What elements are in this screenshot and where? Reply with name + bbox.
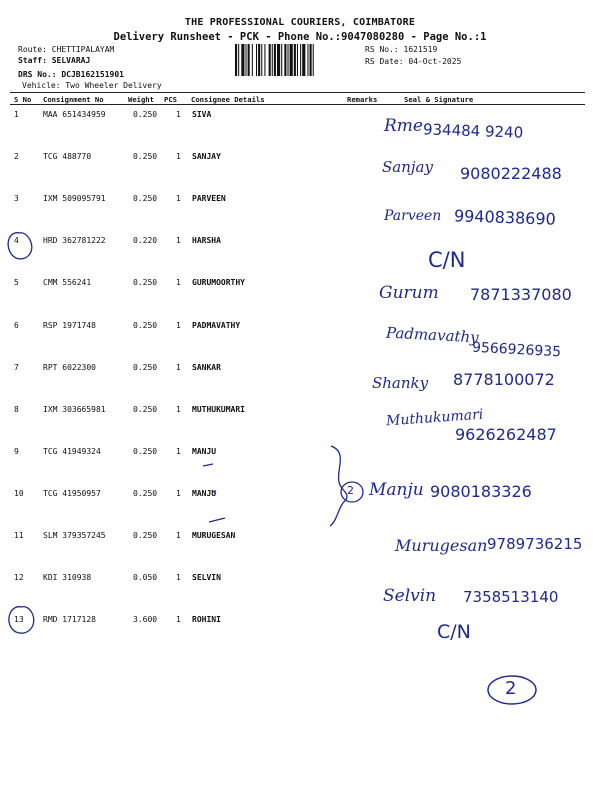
row-consignee: MANJU: [192, 446, 217, 456]
row-pcs: 1: [176, 278, 181, 288]
row-weight: 3.600: [133, 615, 158, 625]
row-consignment: SLM 379357245: [43, 531, 106, 540]
row-consignee: SANJAY: [192, 152, 221, 162]
rs-no-label: RS No.:: [365, 45, 399, 54]
cn-mark-1: C/N: [428, 248, 466, 272]
row-consignment: RPT 6022300: [43, 362, 96, 372]
company-title: THE PROFESSIONAL COURIERS, COIMBATORE: [184, 17, 416, 28]
row-consignee: MUTHUKUMARI: [192, 404, 245, 414]
row-pcs: 1: [176, 488, 181, 498]
vehicle-label: Vehicle:: [22, 81, 61, 90]
row-weight: 0.250: [133, 488, 158, 498]
row-weight: 0.250: [133, 446, 158, 456]
row-sno: 11: [14, 531, 24, 540]
row-pcs: 1: [176, 110, 181, 119]
row-consignee: MANJU: [192, 488, 217, 498]
rs-date-label: RS Date:: [365, 57, 404, 66]
phone-1: 934484 9240: [422, 120, 524, 142]
phone-11: 9789736215: [487, 535, 583, 553]
row-consignment: IXM 303665981: [43, 404, 106, 414]
signature-1: Rme: [384, 116, 423, 136]
row-sno: 1: [14, 110, 19, 119]
phone-10: 9080183326: [430, 482, 532, 501]
row-sno: 12: [14, 573, 24, 583]
row-weight: 0.250: [133, 194, 158, 204]
circle-row-4-mark: [8, 233, 32, 259]
row-sno: 7: [14, 362, 19, 372]
row-pcs: 1: [176, 194, 181, 204]
cn-mark-2: C/N: [437, 621, 471, 643]
row-sno: 5: [14, 278, 19, 288]
row-sno: 3: [14, 194, 19, 204]
signature-3: Parveen: [384, 208, 442, 224]
row-consignment: TCG 488770: [43, 152, 92, 162]
phone-12: 7358513140: [463, 588, 559, 606]
row-consignment: MAA 651434959: [43, 110, 106, 119]
row-pcs: 1: [176, 152, 181, 162]
row-weight: 0.250: [133, 278, 158, 288]
row-consignment: TCG 41950957: [43, 488, 101, 498]
row-consignee: SIVA: [192, 110, 212, 119]
signature-6: Padmavathy: [385, 323, 480, 347]
brace-mark: [330, 446, 347, 526]
row-pcs: 1: [176, 320, 181, 330]
phone-5: 7871337080: [470, 285, 572, 304]
drs-label: DRS No.:: [18, 70, 57, 79]
drs-value: DCJB162151901: [61, 70, 124, 79]
row-weight: 0.250: [133, 404, 158, 414]
row-pcs: 1: [176, 615, 181, 625]
rs-no-value: 1621519: [403, 45, 438, 54]
row-weight: 0.250: [133, 320, 158, 330]
signature-8: Muthukumari: [385, 406, 484, 430]
row-sno: 4: [14, 236, 19, 246]
staff-label: Staff:: [18, 56, 47, 65]
row-weight: 0.250: [133, 362, 158, 372]
row-consignee: MURUGESAN: [192, 531, 236, 540]
phone-3: 9940838690: [453, 206, 557, 229]
row-pcs: 1: [176, 446, 181, 456]
tick-mark-c: [209, 518, 225, 522]
row-consignment: RSP 1971748: [43, 320, 96, 330]
row-consignment: IXM 509095791: [43, 194, 106, 204]
row-pcs: 1: [176, 573, 181, 583]
runsheet-subtitle: Delivery Runsheet - PCK - Phone No.:9047080280 - Page No.:1: [113, 31, 487, 43]
signature-2: Sanjay: [382, 158, 433, 176]
tick-mark-a: [203, 464, 213, 466]
row-consignee: SANKAR: [192, 362, 221, 372]
row-consignee: HARSHA: [192, 236, 221, 246]
vehicle-value: Two Wheeler Delivery: [65, 81, 162, 90]
tick-mark-b: [212, 490, 216, 494]
rs-date-value: 04-Oct-2025: [408, 57, 462, 66]
row-consignee: PARVEEN: [192, 194, 226, 204]
row-pcs: 1: [176, 236, 181, 246]
row-weight: 0.050: [133, 573, 158, 583]
phone-8: 9626262487: [455, 425, 557, 444]
signature-7: Shanky: [372, 374, 429, 392]
row-weight: 0.250: [133, 531, 158, 540]
row-weight: 0.250: [133, 110, 158, 119]
signature-12: Selvin: [383, 586, 437, 606]
row-sno: 13: [14, 615, 24, 625]
row-consignment: RMD 1717128: [43, 615, 96, 625]
page-two-mark: 2: [505, 678, 517, 699]
staff-value: SELVARAJ: [51, 56, 91, 65]
row-sno: 8: [14, 404, 19, 414]
row-sno: 9: [14, 446, 19, 456]
row-consignee: ROHINI: [192, 615, 221, 625]
row-pcs: 1: [176, 531, 181, 540]
col-seal: Seal & Signature: [404, 95, 474, 104]
row-consignee: GURUMOORTHY: [192, 278, 245, 288]
row-weight: 0.250: [133, 152, 158, 162]
phone-6: 9566926935: [471, 339, 562, 361]
col-remarks: Remarks: [347, 95, 378, 104]
col-weight: Weight: [128, 95, 154, 104]
phone-2: 9080222488: [460, 164, 562, 183]
row-sno: 6: [14, 320, 19, 330]
row-consignment: CMM 556241: [43, 278, 92, 288]
count-two-mark: 2: [347, 484, 354, 497]
row-consignment: KDI 310938: [43, 573, 92, 583]
row-weight: 0.220: [133, 236, 158, 246]
circle-row-13-mark: [9, 607, 34, 634]
phone-7: 8778100072: [453, 370, 555, 389]
row-pcs: 1: [176, 362, 181, 372]
row-consignee: PADMAVATHY: [192, 320, 241, 330]
row-consignee: SELVIN: [192, 573, 221, 583]
row-consignment: HRD 362781222: [43, 236, 106, 246]
signature-11: Murugesan: [395, 536, 488, 555]
row-sno: 10: [14, 488, 24, 498]
row-consignment: TCG 41949324: [43, 446, 101, 456]
row-sno: 2: [14, 152, 19, 162]
route-value: CHETTIPALAYAM: [51, 45, 115, 54]
row-pcs: 1: [176, 404, 181, 414]
col-consignee: Consignee Details: [191, 95, 265, 104]
signature-10: Manju: [369, 480, 424, 500]
col-sno: S No: [14, 95, 32, 104]
signature-5: Gurum: [379, 283, 439, 303]
route-label: Route:: [18, 45, 47, 54]
col-pcs: PCS: [164, 95, 177, 104]
col-consignment: Consignment No: [43, 95, 104, 104]
